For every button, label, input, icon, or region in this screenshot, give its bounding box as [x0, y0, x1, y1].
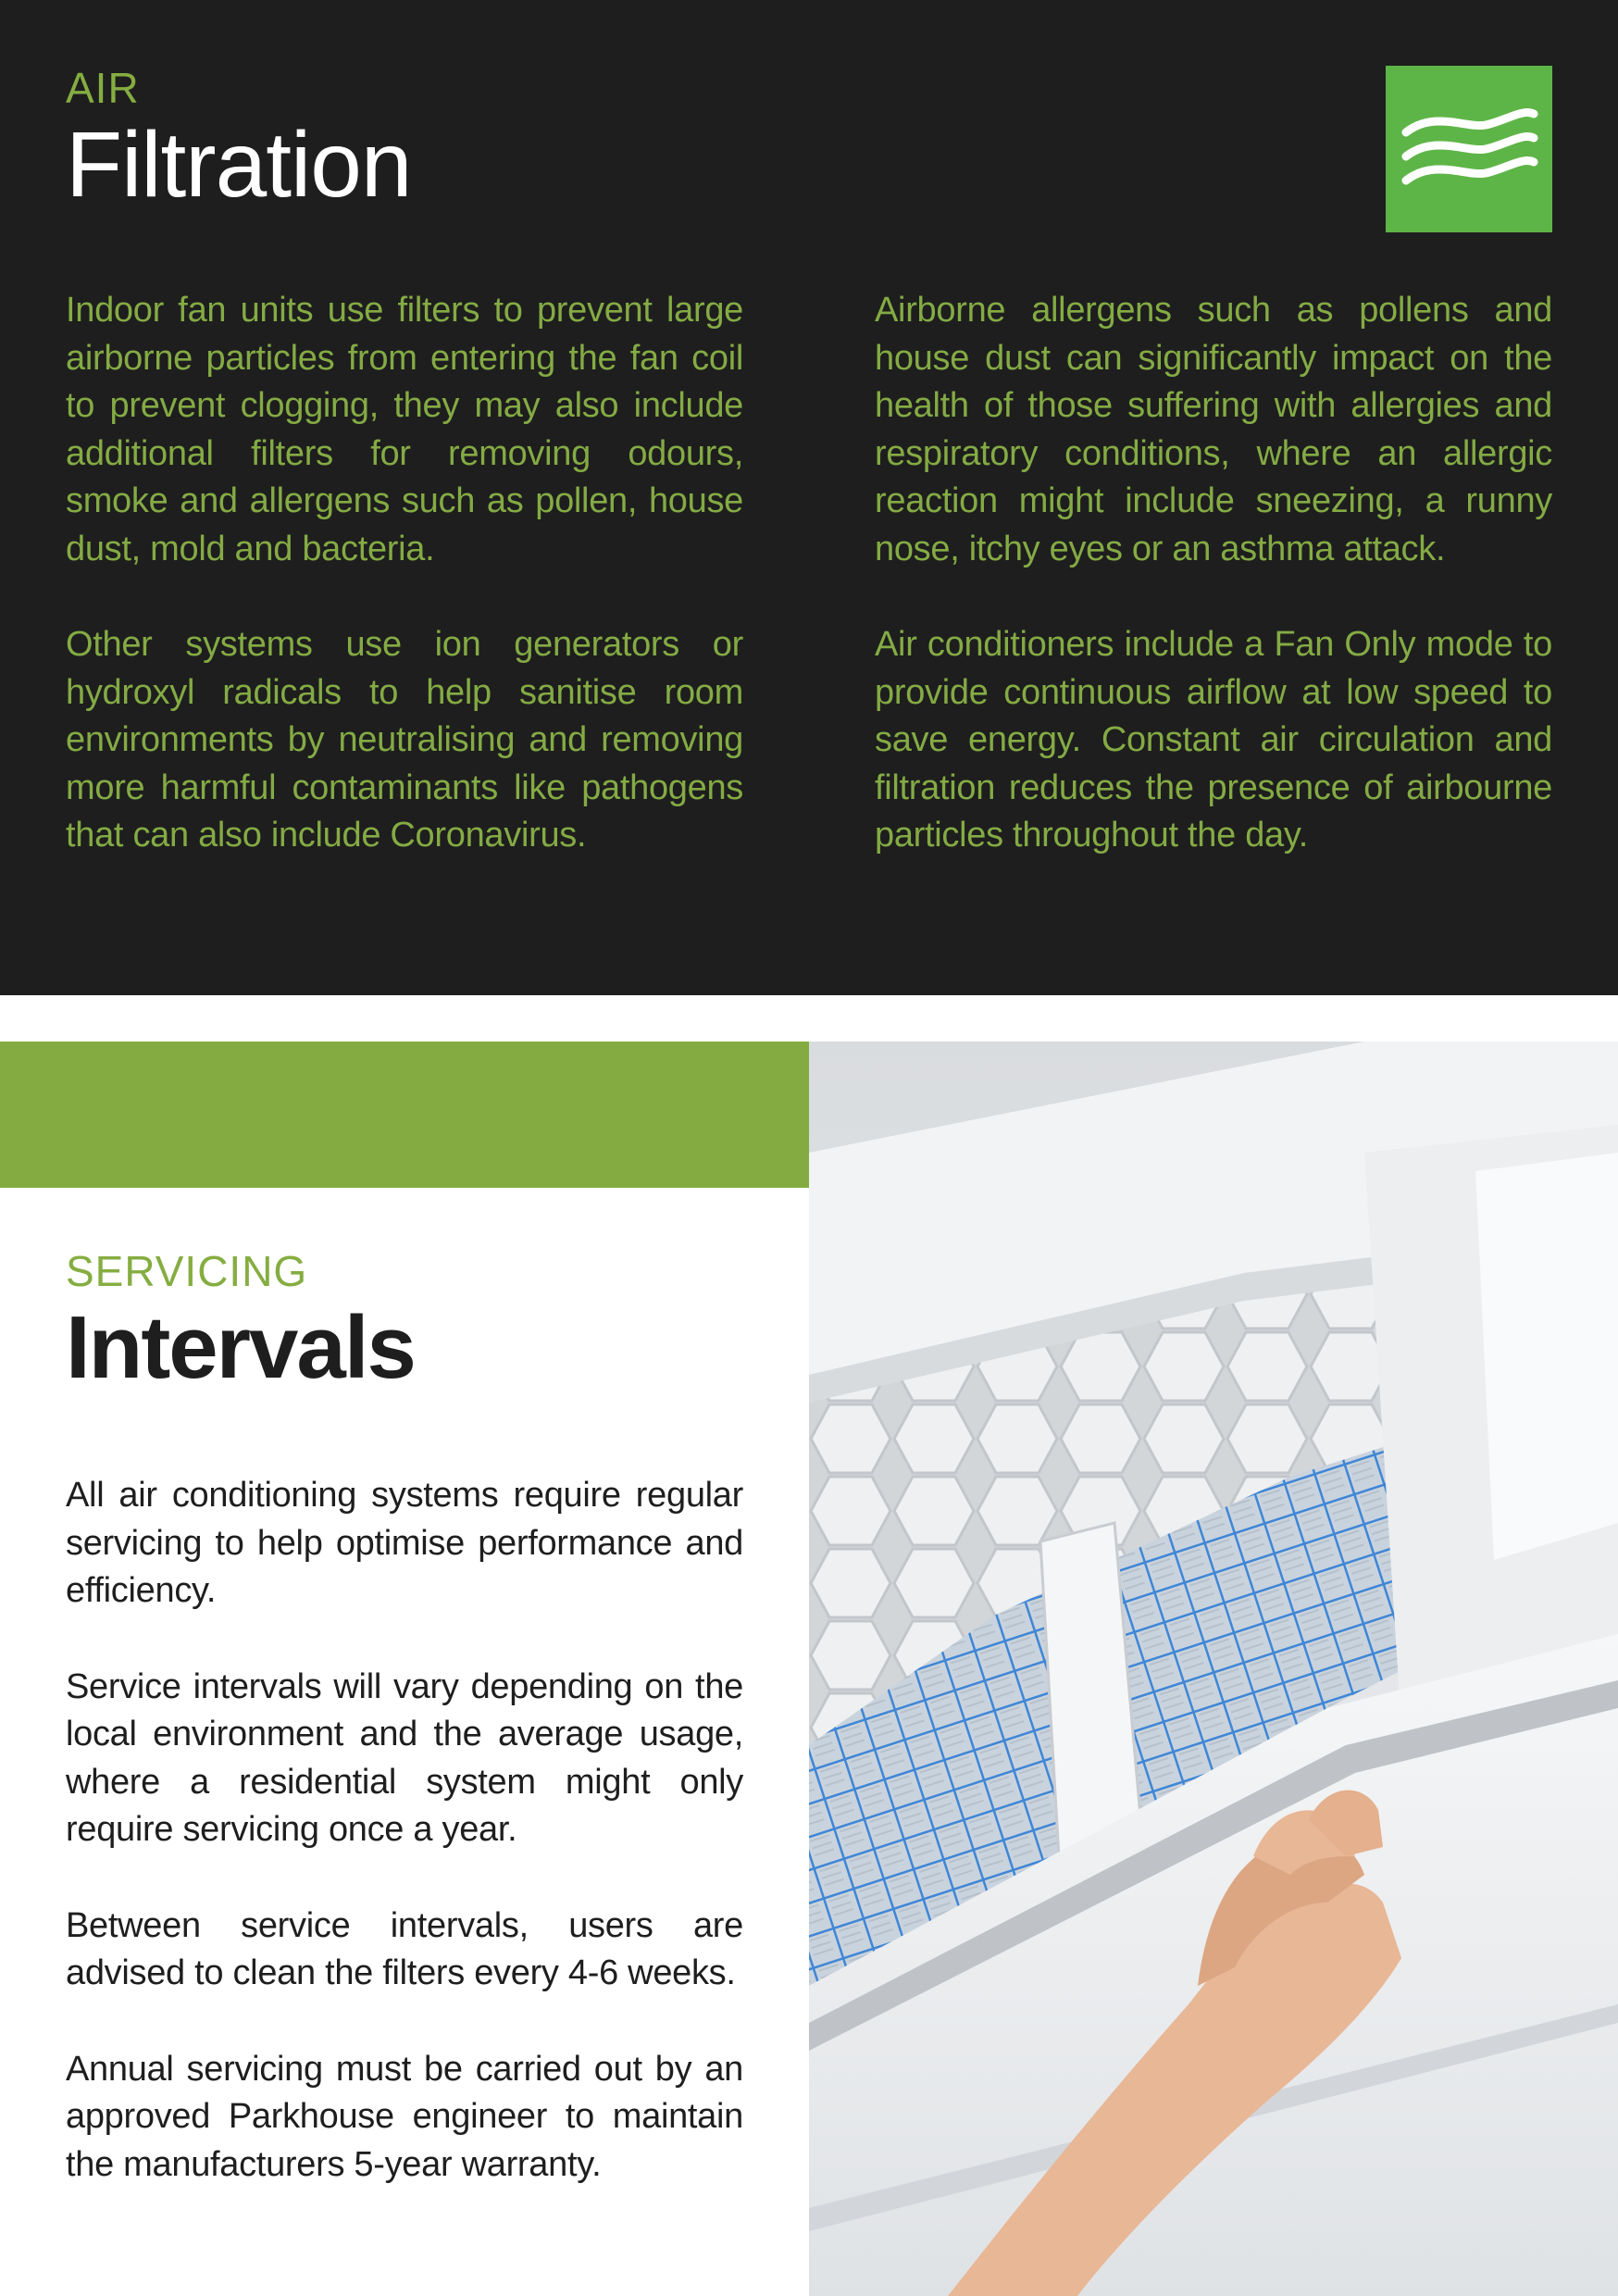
- green-accent-band: [0, 1042, 809, 1188]
- air-waves-icon: [1386, 66, 1552, 232]
- filtration-left-column: [66, 287, 743, 908]
- servicing-kicker: SERVICING: [66, 1247, 308, 1295]
- filtration-paragraph: Airborne allergens such as pollens and house dust can significantly impact on the health of those suffering with allergies and respiratory conditions, where an allergic reaction might include sneezing, a runny nose, itchy eyes or an asthma attack.: [875, 291, 1552, 568]
- filtration-title: Filtration: [66, 113, 412, 217]
- filter-cleaning-photo: [809, 1042, 1618, 2296]
- filtration-paragraph: Indoor fan units use filters to prevent large airborne particles from entering the fan coil to prevent clogging, they may also include additional filters for removing odours, smoke and allergens such as pollen, house dust, mold and bacteria.: [66, 291, 743, 568]
- filtration-paragraph: Other systems use ion generators or hydroxyl radicals to help sanitise room environments by neutralising and removing more harmful contaminants like pathogens that can also include Coronavirus.: [66, 625, 743, 855]
- servicing-paragraph: Annual servicing must be carried out by an approved Parkhouse engineer to maintain the manufacturers 5-year warranty.: [66, 2049, 743, 2184]
- servicing-paragraph: Service intervals will vary depending on the local environment and the average usage, where a residential system might only require servicing once a year.: [66, 1666, 743, 1849]
- servicing-paragraph: All air conditioning systems require regular servicing to help optimise performance and efficiency.: [66, 1476, 743, 1610]
- servicing-column: [66, 1472, 743, 2237]
- filtration-right-column: [875, 287, 1552, 908]
- filtration-paragraph: Air conditioners include a Fan Only mode to provide continuous airflow at low speed to save energy. Constant air circulation and filtration reduces the presence of airbourne particles throughout the day.: [875, 625, 1552, 855]
- servicing-paragraph: Between service intervals, users are advised to clean the filters every 4-6 weeks.: [66, 1905, 743, 1992]
- filtration-kicker: AIR: [66, 64, 140, 112]
- servicing-title: Intervals: [66, 1298, 415, 1397]
- air-filtration-section: [0, 0, 1618, 995]
